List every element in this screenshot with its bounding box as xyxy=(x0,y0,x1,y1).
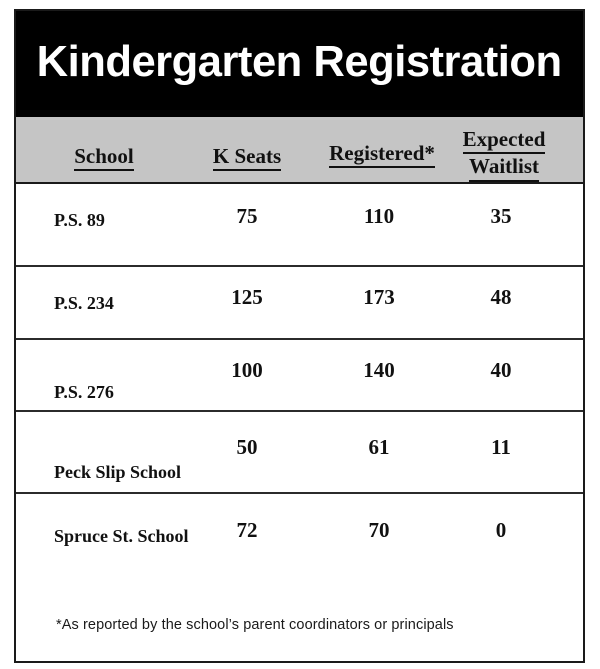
cell-k-seats: 75 xyxy=(236,204,258,228)
column-header-k-seats xyxy=(172,144,322,171)
table-row xyxy=(16,267,583,340)
column-header-expected-waitlist xyxy=(426,127,582,182)
cell-k-seats: 72 xyxy=(236,518,258,542)
page-title: Kindergarten Registration xyxy=(37,37,562,86)
cell-registered: 70 xyxy=(368,518,390,542)
cell-expected-waitlist: 11 xyxy=(491,435,511,459)
cell-school: Spruce St. School xyxy=(54,526,189,546)
cell-expected-waitlist: 48 xyxy=(490,285,512,309)
cell-registered: 61 xyxy=(368,435,390,459)
cell-expected-waitlist: 40 xyxy=(490,358,512,382)
table-row xyxy=(16,340,583,412)
table-header-row xyxy=(16,117,583,184)
column-header-expected-waitlist-line2: Waitlist xyxy=(469,154,539,181)
cell-k-seats: 100 xyxy=(231,358,263,382)
title-bar xyxy=(16,11,583,117)
cell-k-seats: 50 xyxy=(236,435,258,459)
cell-expected-waitlist: 0 xyxy=(495,518,507,542)
cell-school: P.S. 89 xyxy=(54,210,105,230)
column-header-k-seats-label: K Seats xyxy=(213,144,281,171)
table-body xyxy=(16,184,583,665)
table-row xyxy=(16,184,583,267)
cell-registered: 110 xyxy=(363,204,395,228)
table-row xyxy=(16,494,583,665)
column-header-school xyxy=(34,144,174,171)
cell-registered: 173 xyxy=(363,285,395,309)
column-header-expected-waitlist-line1: Expected xyxy=(463,127,546,154)
cell-k-seats: 125 xyxy=(231,285,263,309)
table-row xyxy=(16,412,583,494)
cell-school: P.S. 234 xyxy=(54,293,114,313)
cell-school: P.S. 276 xyxy=(54,382,114,402)
column-header-school-label: School xyxy=(74,144,134,171)
kindergarten-registration-table xyxy=(14,9,585,663)
cell-school: Peck Slip School xyxy=(54,462,182,482)
cell-registered: 140 xyxy=(363,358,395,382)
table-footnote: *As reported by the school’s parent coordinators or principals xyxy=(56,617,454,633)
cell-expected-waitlist: 35 xyxy=(490,204,512,228)
column-header-registered-label: Registered* xyxy=(329,141,435,168)
